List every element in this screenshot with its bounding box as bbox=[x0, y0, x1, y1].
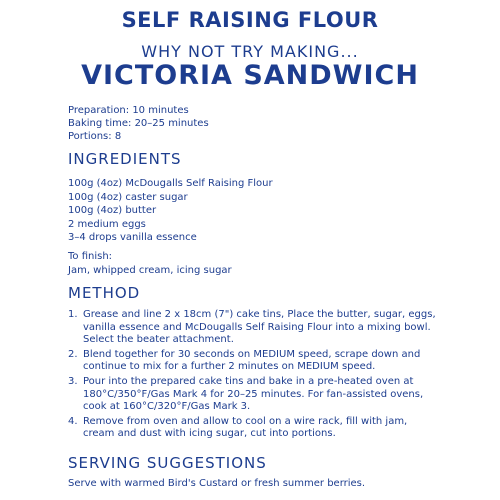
ingredient-item: 100g (4oz) caster sugar bbox=[68, 191, 188, 203]
portions: Portions: 8 bbox=[68, 131, 122, 142]
recipe-meta bbox=[68, 104, 209, 143]
serving-text: Serve with warmed Bird's Custard or fresh summer berries. bbox=[68, 478, 366, 489]
method-heading: METHOD bbox=[68, 284, 141, 302]
method-step bbox=[68, 349, 438, 374]
ingredient-item: 3–4 drops vanilla essence bbox=[68, 232, 197, 244]
step-number: 1. bbox=[68, 309, 78, 320]
ingredients-list bbox=[68, 177, 273, 245]
step-number: 2. bbox=[68, 348, 78, 360]
method-step bbox=[68, 376, 438, 414]
baking-time: Baking time: 20–25 minutes bbox=[68, 118, 209, 129]
ingredient-item: 100g (4oz) McDougalls Self Raising Flour bbox=[68, 178, 273, 189]
step-number: 3. bbox=[68, 375, 78, 387]
method-step bbox=[68, 416, 438, 441]
ingredient-item: 100g (4oz) butter bbox=[68, 205, 157, 217]
step-text: Blend together for 30 seconds on MEDIUM speed, scrape down and continue to mix for a further 2 minutes on MEDIUM speed. bbox=[83, 348, 421, 373]
step-text: Remove from oven and allow to cool on a wire rack, fill with jam, cream and dust with icing sugar, cut into portions. bbox=[83, 415, 408, 440]
method-steps bbox=[68, 309, 438, 443]
recipe-subtitle: WHY NOT TRY MAKING... bbox=[141, 42, 359, 61]
finish-items: Jam, whipped cream, icing sugar bbox=[68, 264, 232, 276]
finish-label: To finish: bbox=[68, 251, 113, 262]
step-number: 4. bbox=[68, 415, 78, 427]
ingredients-heading: INGREDIENTS bbox=[68, 150, 182, 168]
step-text: Grease and line 2 x 18cm (7") cake tins, Place the butter, sugar, eggs, vanilla essence and McDougalls Self Raising Flour into a mixing bowl. Select the beater attachment. bbox=[83, 309, 436, 346]
ingredient-item: 2 medium eggs bbox=[68, 218, 146, 230]
product-title: SELF RAISING FLOUR bbox=[121, 8, 379, 32]
preparation-time: Preparation: 10 minutes bbox=[68, 105, 189, 116]
step-text: Pour into the prepared cake tins and bake in a pre-heated oven at 180°C/350°F/Gas Mark 4 for 20–25 minutes. For fan-assisted ovens, cook at 160°C/320°F/Gas Mark 3. bbox=[83, 375, 424, 413]
serving-heading: SERVING SUGGESTIONS bbox=[68, 454, 267, 472]
method-step bbox=[68, 309, 438, 347]
to-finish bbox=[68, 250, 232, 277]
recipe-title: VICTORIA SANDWICH bbox=[81, 60, 419, 91]
